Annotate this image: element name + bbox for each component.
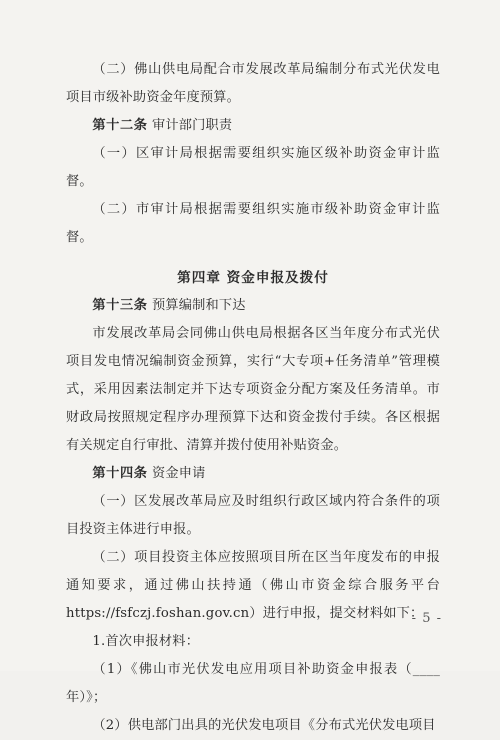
article-title: 第十三条	[92, 298, 148, 313]
article-heading	[66, 460, 440, 488]
page-number: - 5 -	[411, 611, 442, 626]
paragraph: （二）佛山供电局配合市发展改革局编制分布式光伏发电项目市级补助资金年度预算。	[66, 62, 440, 105]
paragraph: （一）区发展改革局应及时组织行政区域内符合条件的项目投资主体进行申报。	[66, 494, 440, 537]
paragraph: （一）区审计局根据需要组织实施区级补助资金审计监督。	[66, 146, 440, 189]
paragraph: 市发展改革局会同佛山供电局根据各区当年度分布式光伏项目发电情况编制资金预算，实行“大专项+任务清单”管理模式，采用因素法制定并下达专项资金分配方案及任务清单。市财政局按照规定程序办理预算下达和资金拨付手续。各区根据有关规定自行审批、清算并拨付使用补贴资金。	[66, 326, 440, 453]
chapter-title: 第四章 资金申报及拨付	[177, 270, 329, 286]
paragraph: （1）《佛山市光伏发电应用项目补助资金申报表（____年）》；	[66, 662, 440, 705]
article-heading	[66, 112, 440, 140]
paragraph: （二）市审计局根据需要组织实施市级补助资金审计监督。	[66, 202, 440, 245]
article-title: 第十四条	[92, 466, 148, 481]
document-body	[66, 56, 440, 740]
article-subject: 审计部门职责	[147, 118, 233, 133]
paragraph: 1.首次申报材料：	[92, 634, 200, 649]
article-subject: 预算编制和下达	[147, 298, 246, 313]
paragraph: （2）供电部门出具的光伏发电项目《分布式光伏发电项目	[92, 718, 436, 733]
paragraph: （二）项目投资主体应按照项目所在区当年度发布的申报通知要求，通过佛山扶持通（佛山市资金综合服务平台https://fsfczj.foshan.gov.cn）进行申报，提交材料如下：	[66, 550, 440, 621]
article-heading	[66, 292, 440, 320]
article-subject: 资金申请	[147, 466, 206, 481]
article-title: 第十二条	[92, 118, 148, 133]
